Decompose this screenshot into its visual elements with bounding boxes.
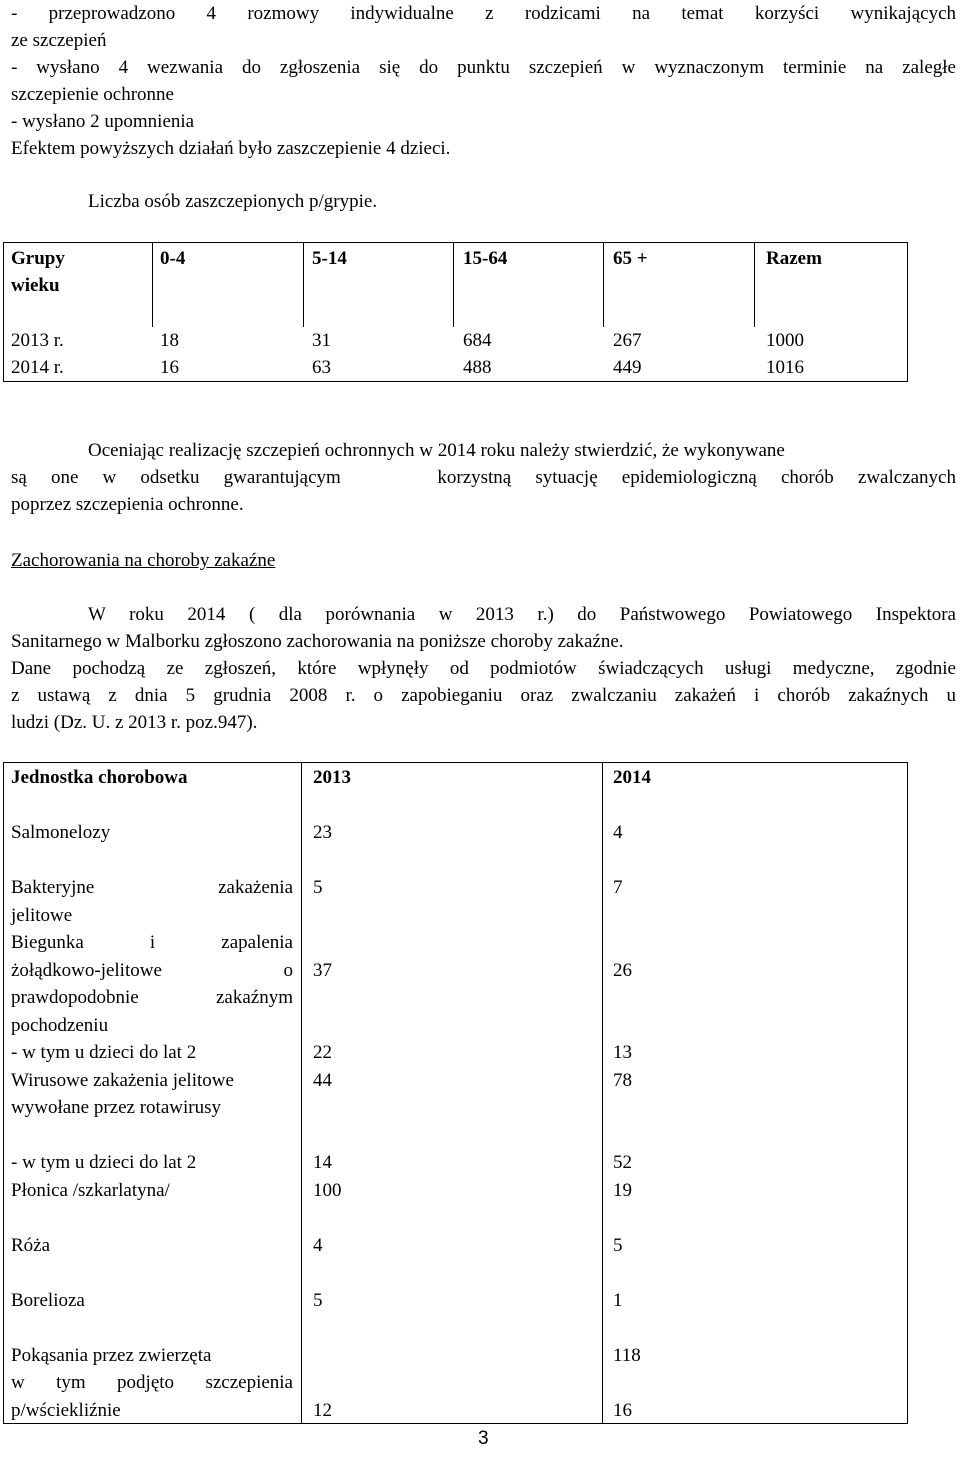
section-title: Zachorowania na choroby zakaźne <box>11 550 276 571</box>
flu-header-col: 65 + <box>613 248 648 269</box>
flu-cell: 684 <box>463 330 492 351</box>
flu-header-group-2: wieku <box>11 275 60 296</box>
disease-value-2013: 4 <box>313 1235 323 1256</box>
disease-name: - w tym u dzieci do lat 2 <box>11 1152 197 1173</box>
flu-cell: 18 <box>160 330 179 351</box>
disease-name: Borelioza <box>11 1290 85 1311</box>
report-line-3: Dane pochodzą ze zgłoszeń, które wpłynęły od podmiotów świadczących usługi medyczne, zgodnie <box>11 658 956 679</box>
flu-cell: 449 <box>613 357 642 378</box>
report-line-1: W roku 2014 ( dla porównania w 2013 r.) do Państwowego Powiatowego Inspektora <box>88 604 956 625</box>
disease-name: jelitowe <box>11 905 73 926</box>
page-number: 3 <box>478 1428 489 1449</box>
disease-value-2013: 23 <box>313 822 332 843</box>
disease-name: Biegunka i zapalenia <box>11 932 293 953</box>
disease-header: 2014 <box>613 767 651 788</box>
disease-name: Wirusowe zakażenia jelitowe <box>11 1070 234 1091</box>
flu-table-caption: Liczba osób zaszczepionych p/grypie. <box>88 191 378 212</box>
disease-value-2013: 44 <box>313 1070 332 1091</box>
flu-row-label: 2013 r. <box>11 330 64 351</box>
flu-header-group: Grupy <box>11 248 65 269</box>
assessment-line-2: są one w odsetku gwarantującym korzystną sytuację epidemiologiczną chorób zwalczanych <box>11 467 956 488</box>
disease-name: Płonica /szkarlatyna/ <box>11 1180 170 1201</box>
flu-cell: 488 <box>463 357 492 378</box>
flu-cell: 63 <box>312 357 331 378</box>
disease-value-2014: 118 <box>613 1345 641 1366</box>
disease-value-2014: 1 <box>613 1290 623 1311</box>
report-line-2: Sanitarnego w Malborku zgłoszono zachorowania na poniższe choroby zakaźne. <box>11 631 624 652</box>
disease-value-2014: 7 <box>613 877 623 898</box>
disease-name: prawdopodobnie zakaźnym <box>11 987 293 1008</box>
intro-line-2: ze szczepień <box>11 30 107 51</box>
disease-name: Pokąsania przez zwierzęta <box>11 1345 212 1366</box>
intro-line-4: szczepienie ochronne <box>11 84 174 105</box>
disease-table <box>3 762 907 1424</box>
disease-name: Salmonelozy <box>11 822 111 843</box>
flu-row-label: 2014 r. <box>11 357 64 378</box>
report-line-5: ludzi (Dz. U. z 2013 r. poz.947). <box>11 712 258 733</box>
flu-cell: 1000 <box>766 330 804 351</box>
disease-name: Bakteryjne zakażenia <box>11 877 293 898</box>
disease-name: żołądkowo-jelitowe o <box>11 960 293 981</box>
disease-name: p/wściekliźnie <box>11 1400 121 1421</box>
disease-value-2013: 5 <box>313 877 323 898</box>
flu-header-col: 0-4 <box>160 248 186 269</box>
flu-cell: 1016 <box>766 357 804 378</box>
disease-value-2013: 5 <box>313 1290 323 1311</box>
flu-header-col: 15-64 <box>463 248 508 269</box>
disease-header: Jednostka chorobowa <box>11 767 188 788</box>
flu-cell: 16 <box>160 357 179 378</box>
disease-value-2014: 13 <box>613 1042 632 1063</box>
disease-value-2014: 5 <box>613 1235 623 1256</box>
disease-name: Róża <box>11 1235 51 1256</box>
disease-value-2013: 22 <box>313 1042 332 1063</box>
report-line-4: z ustawą z dnia 5 grudnia 2008 r. o zapobieganiu oraz zwalczaniu zakażeń i chorób zakaźnych u <box>11 685 956 706</box>
disease-header: 2013 <box>313 767 351 788</box>
disease-value-2013: 14 <box>313 1152 332 1173</box>
disease-name: pochodzeniu <box>11 1015 109 1036</box>
intro-line-6: Efektem powyższych działań było zaszczepienie 4 dzieci. <box>11 138 451 159</box>
disease-value-2013: 12 <box>313 1400 332 1421</box>
intro-line-5: - wysłano 2 upomnienia <box>11 111 195 132</box>
disease-value-2014: 4 <box>613 822 623 843</box>
disease-value-2014: 52 <box>613 1152 632 1173</box>
disease-value-2014: 26 <box>613 960 632 981</box>
disease-value-2014: 19 <box>613 1180 632 1201</box>
disease-value-2013: 100 <box>313 1180 342 1201</box>
disease-value-2014: 78 <box>613 1070 632 1091</box>
assessment-line-3: poprzez szczepienia ochronne. <box>11 494 244 515</box>
flu-cell: 31 <box>312 330 331 351</box>
disease-name: wywołane przez rotawirusy <box>11 1097 221 1118</box>
flu-header-col: 5-14 <box>312 248 347 269</box>
disease-name: w tym podjęto szczepienia <box>11 1372 293 1393</box>
flu-cell: 267 <box>613 330 642 351</box>
disease-value-2014-subrow: 16 <box>613 1400 632 1421</box>
disease-name: - w tym u dzieci do lat 2 <box>11 1042 197 1063</box>
disease-value-2013: 37 <box>313 960 332 981</box>
assessment-line-1: Oceniając realizację szczepień ochronnych w 2014 roku należy stwierdzić, że wykonywane <box>88 440 785 461</box>
flu-header-col: Razem <box>766 248 822 269</box>
intro-line-1: - przeprowadzono 4 rozmowy indywidualne z rodzicami na temat korzyści wynikających <box>11 3 956 24</box>
intro-line-3: - wysłano 4 wezwania do zgłoszenia się do punktu szczepień w wyznaczonym terminie na zaległe <box>11 57 956 78</box>
